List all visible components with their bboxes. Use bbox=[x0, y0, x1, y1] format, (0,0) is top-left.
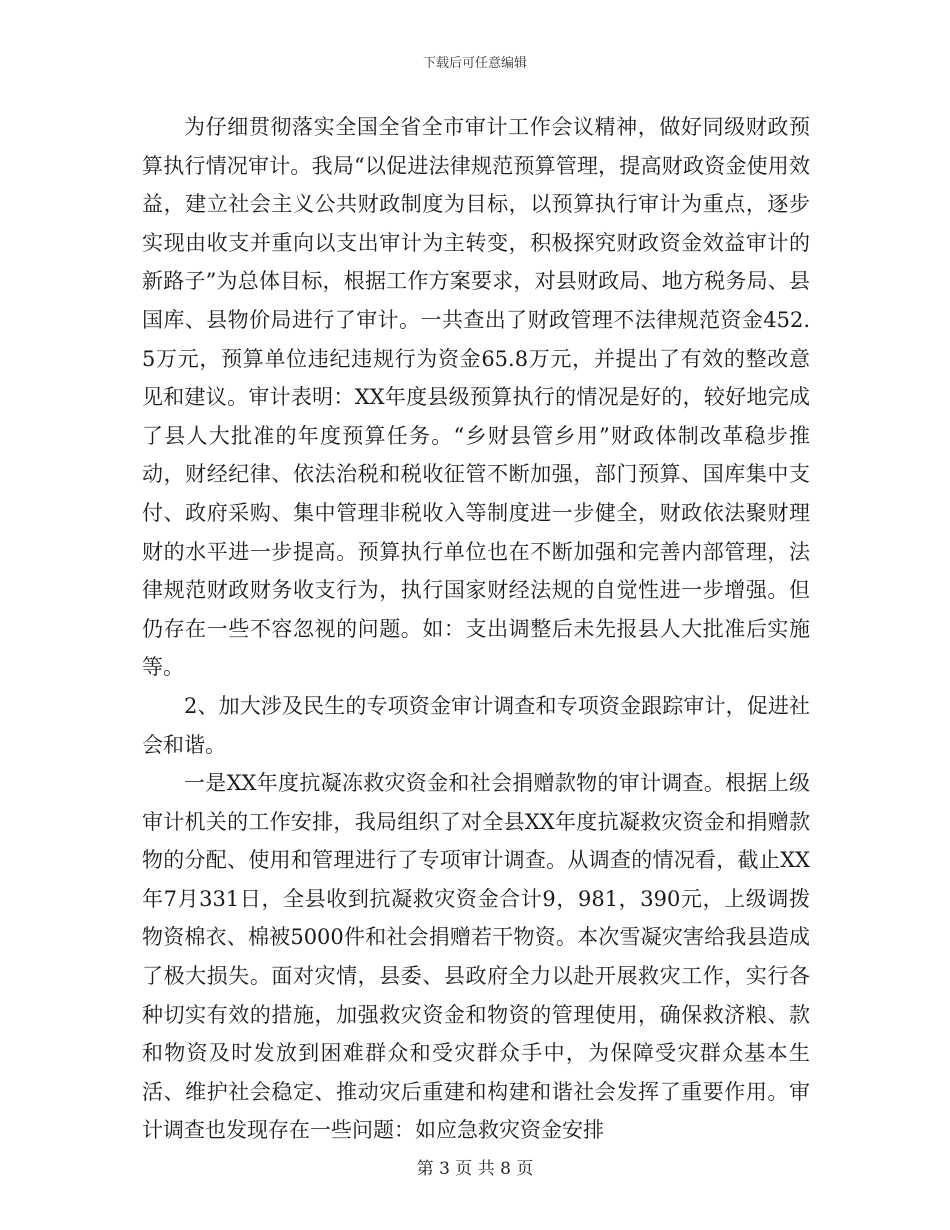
document-body bbox=[142, 108, 810, 1150]
paragraph-section-2-heading: 2、加大涉及民生的专项资金审计调查和专项资金跟踪审计，促进社会和谐。 bbox=[142, 693, 810, 757]
paragraph-disaster-relief-audit: 一是XX年度抗凝冻救灾资金和社会捐赠款物的审计调查。根据上级审计机关的工作安排，我局组织了对全县XX年度抗凝救灾资金和捐赠款物的分配、使用和管理进行了专项审计调查。从调查的情况看，截止XX年7月331日，全县收到抗凝救灾资金合计9，981，390元，上级调拨物资棉衣、棉被5000件和社会捐赠若干物资。本次雪凝灾害给我县造成了极大损失。面对灾情，县委、县政府全力以赴开展救灾工作，实行各种切实有效的措施，加强救灾资金和物资的管理使用，确保救济粮、款和物资及时发放到困难群众和受灾群众手中，为保障受灾群众基本生活、维护社会稳定、推动灾后重建和构建和谐社会发挥了重要作用。审计调查也发现存在一些问题：如应急救灾资金安排 bbox=[142, 771, 810, 1143]
page-header-note: 下载后可任意编辑 bbox=[422, 56, 527, 71]
paragraph-budget-audit: 为仔细贯彻落实全国全省全市审计工作会议精神，做好同级财政预算执行情况审计。我局“以促进法律规范预算管理，提高财政资金使用效益，建立社会主义公共财政制度为目标，以预算执行审计为重点，逐步实现由收支并重向以支出审计为主转变，积极探究财政资金效益审计的新路子”为总体目标，根据工作方案要求，对县财政局、地方税务局、县国库、县物价局进行了审计。一共查出了财政管理不法律规范资金452.5万元，预算单位违纪违规行为资金65.8万元，并提出了有效的整改意见和建议。审计表明：XX年度县级预算执行的情况是好的，较好地完成了县人大批准的年度预算任务。“乡财县管乡用”财政体制改革稳步推动，财经纪律、依法治税和税收征管不断加强，部门预算、国库集中支付、政府采购、集中管理非税收入等制度进一步健全，财政依法聚财理财的水平进一步提高。预算执行单位也在不断加强和完善内部管理，法律规范财政财务收支行为，执行国家财经法规的自觉性进一步增强。但仍存在一些不容忽视的问题。如：支出调整后未先报县人大批准后实施等。 bbox=[142, 115, 810, 680]
page-number: 第 3 页 共 8 页 bbox=[416, 1159, 534, 1179]
